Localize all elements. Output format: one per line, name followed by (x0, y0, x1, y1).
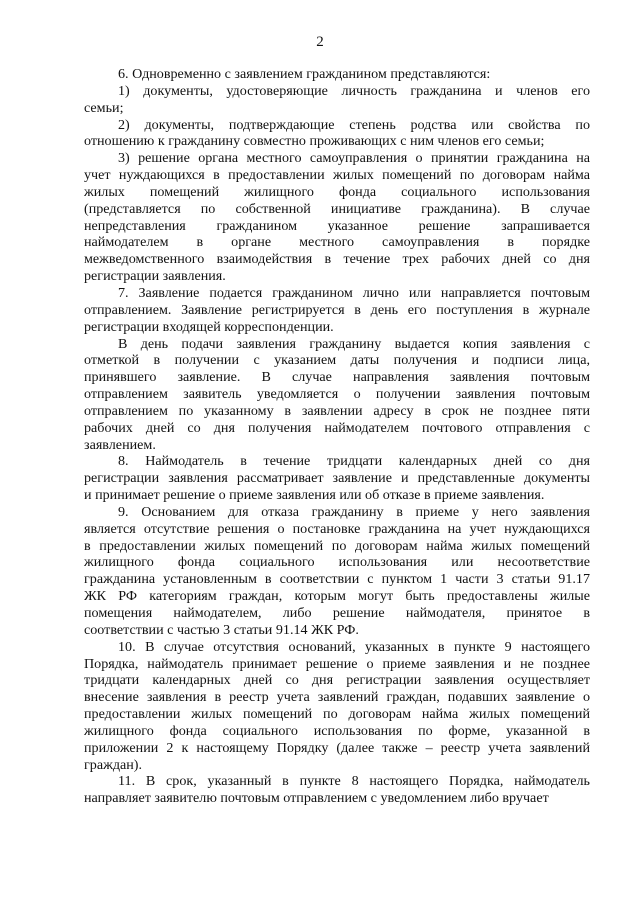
text-line: является отсутствие решения о постановке гражданина на учет нуждающихся (84, 520, 590, 537)
text-line: в предоставлении жилых помещений по договорам найма жилых помещений (84, 537, 590, 554)
text-line: 6. Одновременно с заявлением гражданином представляются: (118, 66, 491, 82)
paragraph (84, 639, 590, 774)
text-line: помещения наймодателем, либо решение наймодателя, принятое в (84, 605, 590, 621)
text-line: предоставлении жилых помещений по договорам найма жилых помещений (84, 706, 590, 723)
text-line: непредставления гражданином указанное решение запрашивается (84, 217, 590, 234)
text-line: приложении 2 к настоящему Порядку (далее также – реестр учета заявлений (84, 739, 590, 756)
text-line: рабочих дней со дня получения наймодателем почтового отправления с (84, 419, 590, 436)
text-line: 8. Наймодатель в течение тридцати календарных дней со дня (118, 453, 590, 470)
text-line: Порядка, наймодатель принимает решение о приеме заявления и не позднее (84, 655, 590, 672)
text-line: 10. В случае отсутствия оснований, указанных в пункте 9 настоящего (118, 638, 590, 655)
paragraph (84, 504, 590, 639)
text-line: ЖК РФ категориям граждан, которым могут быть предоставлены жилые (84, 588, 590, 605)
text-line: 7. Заявление подается гражданином лично или направляется почтовым (118, 284, 590, 301)
paragraph (84, 336, 590, 454)
text-line: отправлением по указанному в заявлении адресу в срок не позднее пяти (84, 402, 590, 419)
text-line: (представляется по собственной инициативе гражданина). В случае (84, 200, 590, 217)
text-line: отметкой в получении с указанием даты получения и подписи лица, (84, 352, 590, 369)
text-line: направляет заявителю почтовым отправлением с уведомлением либо вручает (84, 790, 549, 807)
text-line: жилищного фонда социального использования или несоответствие (84, 554, 590, 571)
paragraph (84, 117, 590, 151)
text-line: тридцати календарных дней со дня регистрации заявления осуществляет (84, 672, 590, 689)
text-line: отправлением заявитель уведомляется о получении заявления почтовым (84, 386, 590, 403)
page-number: 2 (316, 34, 324, 50)
text-line: регистрации входящей корреспонденции. (84, 318, 334, 335)
text-line: заявлением. (84, 436, 156, 453)
text-line: регистрации заявления рассматривает заявление и представленные документы (84, 470, 590, 487)
text-line: внесение заявления в реестр учета заявлений граждан, подавших заявление о (84, 689, 590, 706)
text-line: граждан). (84, 756, 143, 773)
text-line: жилищного фонда социального использования по форме, указанной в (84, 722, 590, 739)
text-line: 1) документы, удостоверяющие личность гражданина и членов его (118, 82, 590, 99)
text-line: 9. Основанием для отказа гражданину в приеме у него заявления (118, 503, 590, 520)
document-body (84, 66, 590, 807)
text-line: жилых помещений жилищного фонда социального использования (84, 183, 590, 200)
paragraph (84, 773, 590, 807)
text-line: принявшего заявление. В случае направления заявления почтовым (84, 369, 590, 386)
text-line: соответствии с частью 3 статьи 91.14 ЖК РФ. (84, 621, 359, 638)
paragraph (84, 83, 590, 117)
text-line: учет нуждающихся в предоставлении жилых помещений по договорам найма (84, 167, 590, 184)
text-line: регистрации заявления. (84, 268, 226, 285)
text-line: В день подачи заявления гражданину выдается копия заявления с (118, 335, 590, 352)
paragraph (84, 453, 590, 504)
text-line: отношению к гражданину совместно проживающих с ним членов его семьи; (84, 133, 545, 150)
paragraph (84, 150, 590, 285)
text-line: и принимает решение о приеме заявления или об отказе в приеме заявления. (84, 487, 545, 504)
text-line: семьи; (84, 99, 124, 116)
text-line: 2) документы, подтверждающие степень родства или свойства по (118, 116, 590, 133)
text-line: отправлением. Заявление регистрируется в день его поступления в журнале (84, 301, 590, 318)
paragraph (84, 285, 590, 336)
text-line: межведомственного взаимодействия в течение трех рабочих дней со дня (84, 251, 590, 268)
paragraph (84, 66, 590, 83)
text-line: гражданина установленным в соответствии с пунктом 1 части 3 статьи 91.17 (84, 571, 590, 588)
text-line: 3) решение органа местного самоуправления о принятии гражданина на (118, 150, 590, 167)
text-line: наймодателем в органе местного самоуправления в порядке (84, 234, 590, 251)
text-line: 11. В срок, указанный в пункте 8 настоящего Порядка, наймодатель (118, 773, 590, 790)
